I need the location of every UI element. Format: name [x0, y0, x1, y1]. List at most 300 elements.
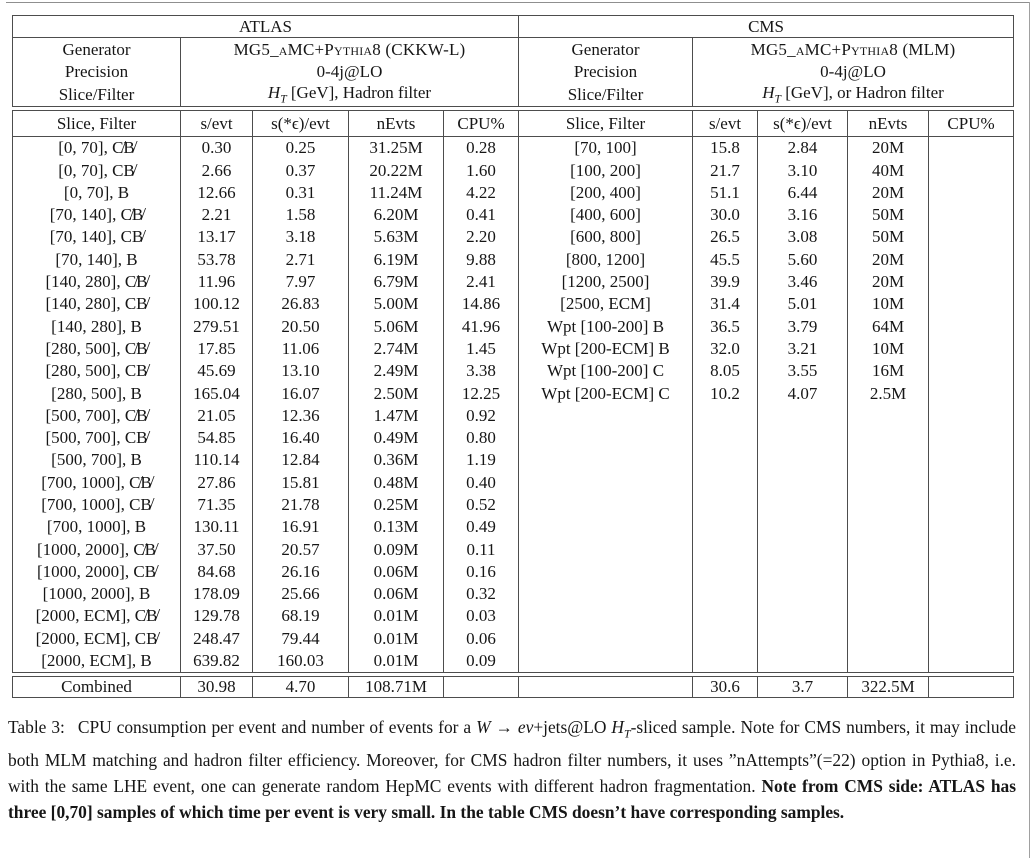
slice-filter-cell: [700, 1000], CB̸	[13, 494, 181, 516]
table-row	[13, 226, 1014, 248]
value-cell: 2.74M	[349, 338, 444, 360]
value-cell	[929, 471, 1014, 493]
ht-symbol: H	[267, 83, 281, 103]
value-cell: 0.01M	[349, 605, 444, 627]
slice-filter-cell	[519, 516, 693, 538]
value-cell: 0.06M	[349, 561, 444, 583]
atlas-combined-s-evt: 30.98	[181, 677, 253, 698]
value-cell: 2.21	[181, 204, 253, 226]
value-cell	[848, 650, 929, 673]
value-cell: 0.28	[444, 136, 519, 159]
atlas-col-header-s-eps-evt: s(*ϵ)/evt	[253, 110, 349, 136]
cms-col-header-s-evt: s/evt	[693, 110, 758, 136]
value-cell: 1.19	[444, 449, 519, 471]
slice-filter-cell	[519, 404, 693, 426]
atlas-slice-filter-value	[181, 83, 519, 106]
value-cell: 79.44	[253, 627, 349, 649]
value-cell	[848, 427, 929, 449]
caption-text: +jets@LO	[533, 717, 612, 737]
value-cell: 37.50	[181, 538, 253, 560]
slice-filter-cell	[519, 650, 693, 673]
value-cell: 20.50	[253, 315, 349, 337]
value-cell: 11.24M	[349, 181, 444, 203]
value-cell: 10M	[848, 293, 929, 315]
atlas-generator-label: Generator	[13, 38, 181, 61]
value-cell: 4.22	[444, 181, 519, 203]
value-cell	[929, 271, 1014, 293]
value-cell: 15.8	[693, 136, 758, 159]
value-cell: 2.41	[444, 271, 519, 293]
value-cell	[929, 516, 1014, 538]
value-cell: 0.80	[444, 427, 519, 449]
value-cell	[848, 516, 929, 538]
column-header-row	[13, 110, 1014, 136]
value-cell: 6.79M	[349, 271, 444, 293]
value-cell: 20M	[848, 136, 929, 159]
table-row	[13, 293, 1014, 315]
value-cell: 0.06	[444, 627, 519, 649]
table-row	[13, 204, 1014, 226]
value-cell: 50M	[848, 204, 929, 226]
slice-filter-cell: [400, 600]	[519, 204, 693, 226]
value-cell: 64M	[848, 315, 929, 337]
value-cell: 27.86	[181, 471, 253, 493]
value-cell	[693, 449, 758, 471]
value-cell: 0.11	[444, 538, 519, 560]
value-cell: 45.69	[181, 360, 253, 382]
table-row	[13, 315, 1014, 337]
table-row	[13, 516, 1014, 538]
value-cell: 11.96	[181, 271, 253, 293]
value-cell: 12.84	[253, 449, 349, 471]
slice-filter-cell: [100, 200]	[519, 159, 693, 181]
value-cell	[929, 449, 1014, 471]
cms-combined-s-evt: 30.6	[693, 677, 758, 698]
slice-filter-cell: [70, 140], C̸B̸	[13, 204, 181, 226]
value-cell: 31.25M	[349, 136, 444, 159]
slice-filter-cell: [140, 280], B	[13, 315, 181, 337]
page-top-rule	[6, 2, 1030, 3]
value-cell: 11.06	[253, 338, 349, 360]
table-row	[13, 404, 1014, 426]
cms-combined-cpu	[929, 677, 1014, 698]
page-right-rule	[1029, 2, 1030, 858]
cms-title: CMS	[519, 16, 1014, 38]
slice-filter-cell: [70, 100]	[519, 136, 693, 159]
math-enu: eν	[517, 717, 534, 737]
value-cell: 15.81	[253, 471, 349, 493]
cms-generator-label: Generator	[519, 38, 693, 61]
atlas-combined-cpu	[444, 677, 519, 698]
value-cell	[848, 627, 929, 649]
value-cell: 54.85	[181, 427, 253, 449]
value-cell	[929, 226, 1014, 248]
value-cell: 3.16	[758, 204, 848, 226]
value-cell: 25.66	[253, 583, 349, 605]
table-row	[13, 159, 1014, 181]
value-cell: 2.50M	[349, 382, 444, 404]
slice-filter-cell: [140, 280], C̸B̸	[13, 271, 181, 293]
value-cell	[929, 538, 1014, 560]
cms-combined-label	[519, 677, 693, 698]
value-cell	[693, 583, 758, 605]
value-cell: 0.09	[444, 650, 519, 673]
slice-filter-row	[13, 83, 1014, 106]
value-cell	[758, 650, 848, 673]
value-cell: 0.52	[444, 494, 519, 516]
value-cell	[929, 650, 1014, 673]
value-cell	[758, 516, 848, 538]
value-cell: 10M	[848, 338, 929, 360]
cms-slice-filter-rest: [GeV], or Hadron filter	[780, 83, 944, 103]
ht-symbol: H	[611, 717, 624, 737]
value-cell: 130.11	[181, 516, 253, 538]
value-cell: 160.03	[253, 650, 349, 673]
atlas-col-header-s-evt: s/evt	[181, 110, 253, 136]
value-cell	[929, 315, 1014, 337]
value-cell	[929, 561, 1014, 583]
slice-filter-cell: [200, 400]	[519, 181, 693, 203]
value-cell: 0.01M	[349, 627, 444, 649]
value-cell: 84.68	[181, 561, 253, 583]
slice-filter-cell: [1000, 2000], C̸B̸	[13, 538, 181, 560]
value-cell: 0.36M	[349, 449, 444, 471]
value-cell: 178.09	[181, 583, 253, 605]
slice-filter-cell	[519, 471, 693, 493]
value-cell	[929, 204, 1014, 226]
value-cell: 3.08	[758, 226, 848, 248]
value-cell: 0.41	[444, 204, 519, 226]
cms-combined-s-eps-evt: 3.7	[758, 677, 848, 698]
value-cell: 32.0	[693, 338, 758, 360]
arrow-symbol: →	[490, 717, 518, 737]
table-row	[13, 427, 1014, 449]
value-cell	[848, 583, 929, 605]
slice-filter-cell: [280, 500], B	[13, 382, 181, 404]
value-cell	[693, 471, 758, 493]
slice-filter-cell: Wpt [200-ECM] B	[519, 338, 693, 360]
cms-col-header-nevts: nEvts	[848, 110, 929, 136]
value-cell	[929, 627, 1014, 649]
slice-filter-cell	[519, 605, 693, 627]
value-cell	[929, 159, 1014, 181]
value-cell: 10.2	[693, 382, 758, 404]
value-cell: 26.16	[253, 561, 349, 583]
value-cell: 40M	[848, 159, 929, 181]
slice-filter-cell: [1200, 2500]	[519, 271, 693, 293]
atlas-combined-label: Combined	[13, 677, 181, 698]
value-cell: 6.19M	[349, 248, 444, 270]
value-cell: 21.78	[253, 494, 349, 516]
table-row	[13, 382, 1014, 404]
table-row	[13, 271, 1014, 293]
slice-filter-cell: Wpt [100-200] B	[519, 315, 693, 337]
slice-filter-cell: [2500, ECM]	[519, 293, 693, 315]
value-cell	[693, 404, 758, 426]
slice-filter-cell: [70, 140], B	[13, 248, 181, 270]
table-caption	[8, 714, 1016, 825]
slice-filter-cell: [280, 500], CB̸	[13, 360, 181, 382]
caption-text: CPU consumption per event and number of events for a	[77, 717, 477, 737]
value-cell: 20.22M	[349, 159, 444, 181]
slice-filter-cell: [1000, 2000], CB̸	[13, 561, 181, 583]
combined-row	[13, 677, 1014, 698]
value-cell: 3.55	[758, 360, 848, 382]
value-cell: 5.00M	[349, 293, 444, 315]
value-cell: 3.38	[444, 360, 519, 382]
slice-filter-cell: [1000, 2000], B	[13, 583, 181, 605]
slice-filter-cell: [0, 70], CB̸	[13, 159, 181, 181]
value-cell: 16.40	[253, 427, 349, 449]
value-cell: 13.10	[253, 360, 349, 382]
value-cell: 0.25M	[349, 494, 444, 516]
value-cell: 3.46	[758, 271, 848, 293]
value-cell	[693, 494, 758, 516]
table-row	[13, 538, 1014, 560]
value-cell	[693, 516, 758, 538]
value-cell	[929, 293, 1014, 315]
value-cell: 1.47M	[349, 404, 444, 426]
value-cell	[929, 404, 1014, 426]
value-cell: 71.35	[181, 494, 253, 516]
slice-filter-cell: Wpt [100-200] C	[519, 360, 693, 382]
value-cell: 4.07	[758, 382, 848, 404]
value-cell	[693, 605, 758, 627]
slice-filter-cell: [2000, ECM], C̸B̸	[13, 605, 181, 627]
atlas-precision-label: Precision	[13, 61, 181, 84]
value-cell: 0.30	[181, 136, 253, 159]
value-cell	[758, 538, 848, 560]
value-cell	[929, 338, 1014, 360]
value-cell: 2.71	[253, 248, 349, 270]
atlas-title: ATLAS	[13, 16, 519, 38]
value-cell	[758, 471, 848, 493]
value-cell: 0.13M	[349, 516, 444, 538]
cms-slice-filter-value	[693, 83, 1014, 106]
value-cell: 7.97	[253, 271, 349, 293]
value-cell	[848, 449, 929, 471]
atlas-col-header-nevts: nEvts	[349, 110, 444, 136]
slice-filter-cell: Wpt [200-ECM] C	[519, 382, 693, 404]
slice-filter-cell: [0, 70], B	[13, 181, 181, 203]
slice-filter-cell: [140, 280], CB̸	[13, 293, 181, 315]
slice-filter-cell: [280, 500], C̸B̸	[13, 338, 181, 360]
ht-subscript: T	[774, 92, 781, 106]
table-row	[13, 650, 1014, 673]
atlas-precision-value: 0-4j@LO	[181, 61, 519, 84]
value-cell: 26.5	[693, 226, 758, 248]
value-cell	[929, 494, 1014, 516]
slice-filter-cell	[519, 494, 693, 516]
value-cell	[929, 427, 1014, 449]
slice-filter-cell	[519, 538, 693, 560]
value-cell: 16M	[848, 360, 929, 382]
slice-filter-cell: [500, 700], CB̸	[13, 427, 181, 449]
slice-filter-cell: [2000, ECM], B	[13, 650, 181, 673]
value-cell: 0.06M	[349, 583, 444, 605]
cpu-consumption-table	[12, 15, 1014, 698]
value-cell: 12.25	[444, 382, 519, 404]
value-cell: 68.19	[253, 605, 349, 627]
value-cell	[758, 561, 848, 583]
cms-col-header-cpu: CPU%	[929, 110, 1014, 136]
value-cell: 16.07	[253, 382, 349, 404]
atlas-col-header-cpu: CPU%	[444, 110, 519, 136]
slice-filter-cell: [700, 1000], B	[13, 516, 181, 538]
value-cell: 1.58	[253, 204, 349, 226]
caption-label: Table 3:	[8, 717, 65, 737]
value-cell	[693, 427, 758, 449]
value-cell: 2.20	[444, 226, 519, 248]
value-cell: 0.16	[444, 561, 519, 583]
value-cell: 100.12	[181, 293, 253, 315]
generator-row	[13, 38, 1014, 61]
atlas-combined-s-eps-evt: 4.70	[253, 677, 349, 698]
value-cell: 36.5	[693, 315, 758, 337]
value-cell: 39.9	[693, 271, 758, 293]
value-cell: 21.7	[693, 159, 758, 181]
value-cell: 14.86	[444, 293, 519, 315]
value-cell	[693, 627, 758, 649]
value-cell: 13.17	[181, 226, 253, 248]
value-cell: 21.05	[181, 404, 253, 426]
slice-filter-cell: [2000, ECM], CB̸	[13, 627, 181, 649]
table-row	[13, 605, 1014, 627]
value-cell	[693, 538, 758, 560]
slice-filter-cell: [500, 700], B	[13, 449, 181, 471]
slice-filter-cell: [70, 140], CB̸	[13, 226, 181, 248]
value-cell: 53.78	[181, 248, 253, 270]
value-cell: 8.05	[693, 360, 758, 382]
value-cell	[929, 248, 1014, 270]
value-cell	[848, 538, 929, 560]
value-cell: 3.10	[758, 159, 848, 181]
atlas-combined-nevts: 108.71M	[349, 677, 444, 698]
slice-filter-cell	[519, 583, 693, 605]
ht-subscript: T	[623, 726, 631, 741]
table-row	[13, 338, 1014, 360]
value-cell: 639.82	[181, 650, 253, 673]
table-row	[13, 627, 1014, 649]
value-cell: 1.60	[444, 159, 519, 181]
value-cell	[848, 404, 929, 426]
value-cell: 0.49	[444, 516, 519, 538]
ht-subscript: T	[280, 92, 287, 106]
atlas-slice-filter-rest: [GeV], Hadron filter	[286, 83, 432, 103]
value-cell: 41.96	[444, 315, 519, 337]
value-cell: 279.51	[181, 315, 253, 337]
value-cell: 0.49M	[349, 427, 444, 449]
table-row	[13, 494, 1014, 516]
table-row	[13, 360, 1014, 382]
value-cell: 2.66	[181, 159, 253, 181]
value-cell	[929, 382, 1014, 404]
value-cell: 9.88	[444, 248, 519, 270]
value-cell	[929, 136, 1014, 159]
slice-filter-cell: [0, 70], C̸B̸	[13, 136, 181, 159]
value-cell	[848, 471, 929, 493]
cms-precision-label: Precision	[519, 61, 693, 84]
experiment-title-row	[13, 16, 1014, 38]
value-cell: 20M	[848, 271, 929, 293]
cms-slice-filter-label: Slice/Filter	[519, 83, 693, 106]
value-cell: 20M	[848, 181, 929, 203]
cms-col-header-s-eps-evt: s(*ϵ)/evt	[758, 110, 848, 136]
value-cell: 17.85	[181, 338, 253, 360]
table-row	[13, 449, 1014, 471]
atlas-col-header-slice-filter: Slice, Filter	[13, 110, 181, 136]
value-cell	[929, 181, 1014, 203]
math-w: W	[476, 717, 491, 737]
table-row	[13, 181, 1014, 203]
value-cell: 50M	[848, 226, 929, 248]
value-cell: 165.04	[181, 382, 253, 404]
value-cell: 6.44	[758, 181, 848, 203]
value-cell	[758, 605, 848, 627]
value-cell: 248.47	[181, 627, 253, 649]
value-cell: 0.25	[253, 136, 349, 159]
slice-filter-cell: [800, 1200]	[519, 248, 693, 270]
cms-precision-value: 0-4j@LO	[693, 61, 1014, 84]
value-cell: 2.84	[758, 136, 848, 159]
cms-combined-nevts: 322.5M	[848, 677, 929, 698]
value-cell: 6.20M	[349, 204, 444, 226]
value-cell: 5.06M	[349, 315, 444, 337]
value-cell	[929, 360, 1014, 382]
value-cell: 0.40	[444, 471, 519, 493]
value-cell: 26.83	[253, 293, 349, 315]
value-cell: 0.32	[444, 583, 519, 605]
value-cell: 12.66	[181, 181, 253, 203]
table-row	[13, 583, 1014, 605]
table-row	[13, 136, 1014, 159]
caption-text: -sliced sample. Note for CMS numbers, it may include both MLM matching and hadron filter efficiency. Moreover, for CMS hadron filter numbers, it uses ”nAttempts”(=22) option in Pythia8, i.e. with the same LHE event, one can generate random HepMC events with different hadron fragmentation.	[8, 717, 1016, 796]
value-cell: 5.63M	[349, 226, 444, 248]
value-cell: 20M	[848, 248, 929, 270]
value-cell: 2.49M	[349, 360, 444, 382]
value-cell: 3.18	[253, 226, 349, 248]
value-cell: 30.0	[693, 204, 758, 226]
value-cell	[929, 605, 1014, 627]
caption-bold-note: Note from CMS side: ATLAS has three [0,70] samples of which time per event is very small. In the table CMS doesn’t have corresponding samples.	[8, 775, 1016, 823]
cms-col-header-slice-filter: Slice, Filter	[519, 110, 693, 136]
atlas-slice-filter-label: Slice/Filter	[13, 83, 181, 106]
value-cell: 31.4	[693, 293, 758, 315]
atlas-generator-value: MG5_aMC+Pythia8 (CKKW-L)	[181, 38, 519, 61]
value-cell: 5.60	[758, 248, 848, 270]
slice-filter-cell: [500, 700], C̸B̸	[13, 404, 181, 426]
value-cell: 0.37	[253, 159, 349, 181]
slice-filter-cell	[519, 627, 693, 649]
precision-row	[13, 61, 1014, 84]
value-cell	[848, 561, 929, 583]
value-cell	[929, 583, 1014, 605]
value-cell	[848, 605, 929, 627]
cms-generator-value: MG5_aMC+Pythia8 (MLM)	[693, 38, 1014, 61]
slice-filter-cell: [600, 800]	[519, 226, 693, 248]
value-cell	[758, 427, 848, 449]
value-cell: 0.01M	[349, 650, 444, 673]
value-cell	[848, 494, 929, 516]
slice-filter-cell	[519, 427, 693, 449]
value-cell: 1.45	[444, 338, 519, 360]
value-cell: 16.91	[253, 516, 349, 538]
value-cell	[758, 627, 848, 649]
table-row	[13, 248, 1014, 270]
value-cell: 3.21	[758, 338, 848, 360]
value-cell: 2.5M	[848, 382, 929, 404]
value-cell: 129.78	[181, 605, 253, 627]
